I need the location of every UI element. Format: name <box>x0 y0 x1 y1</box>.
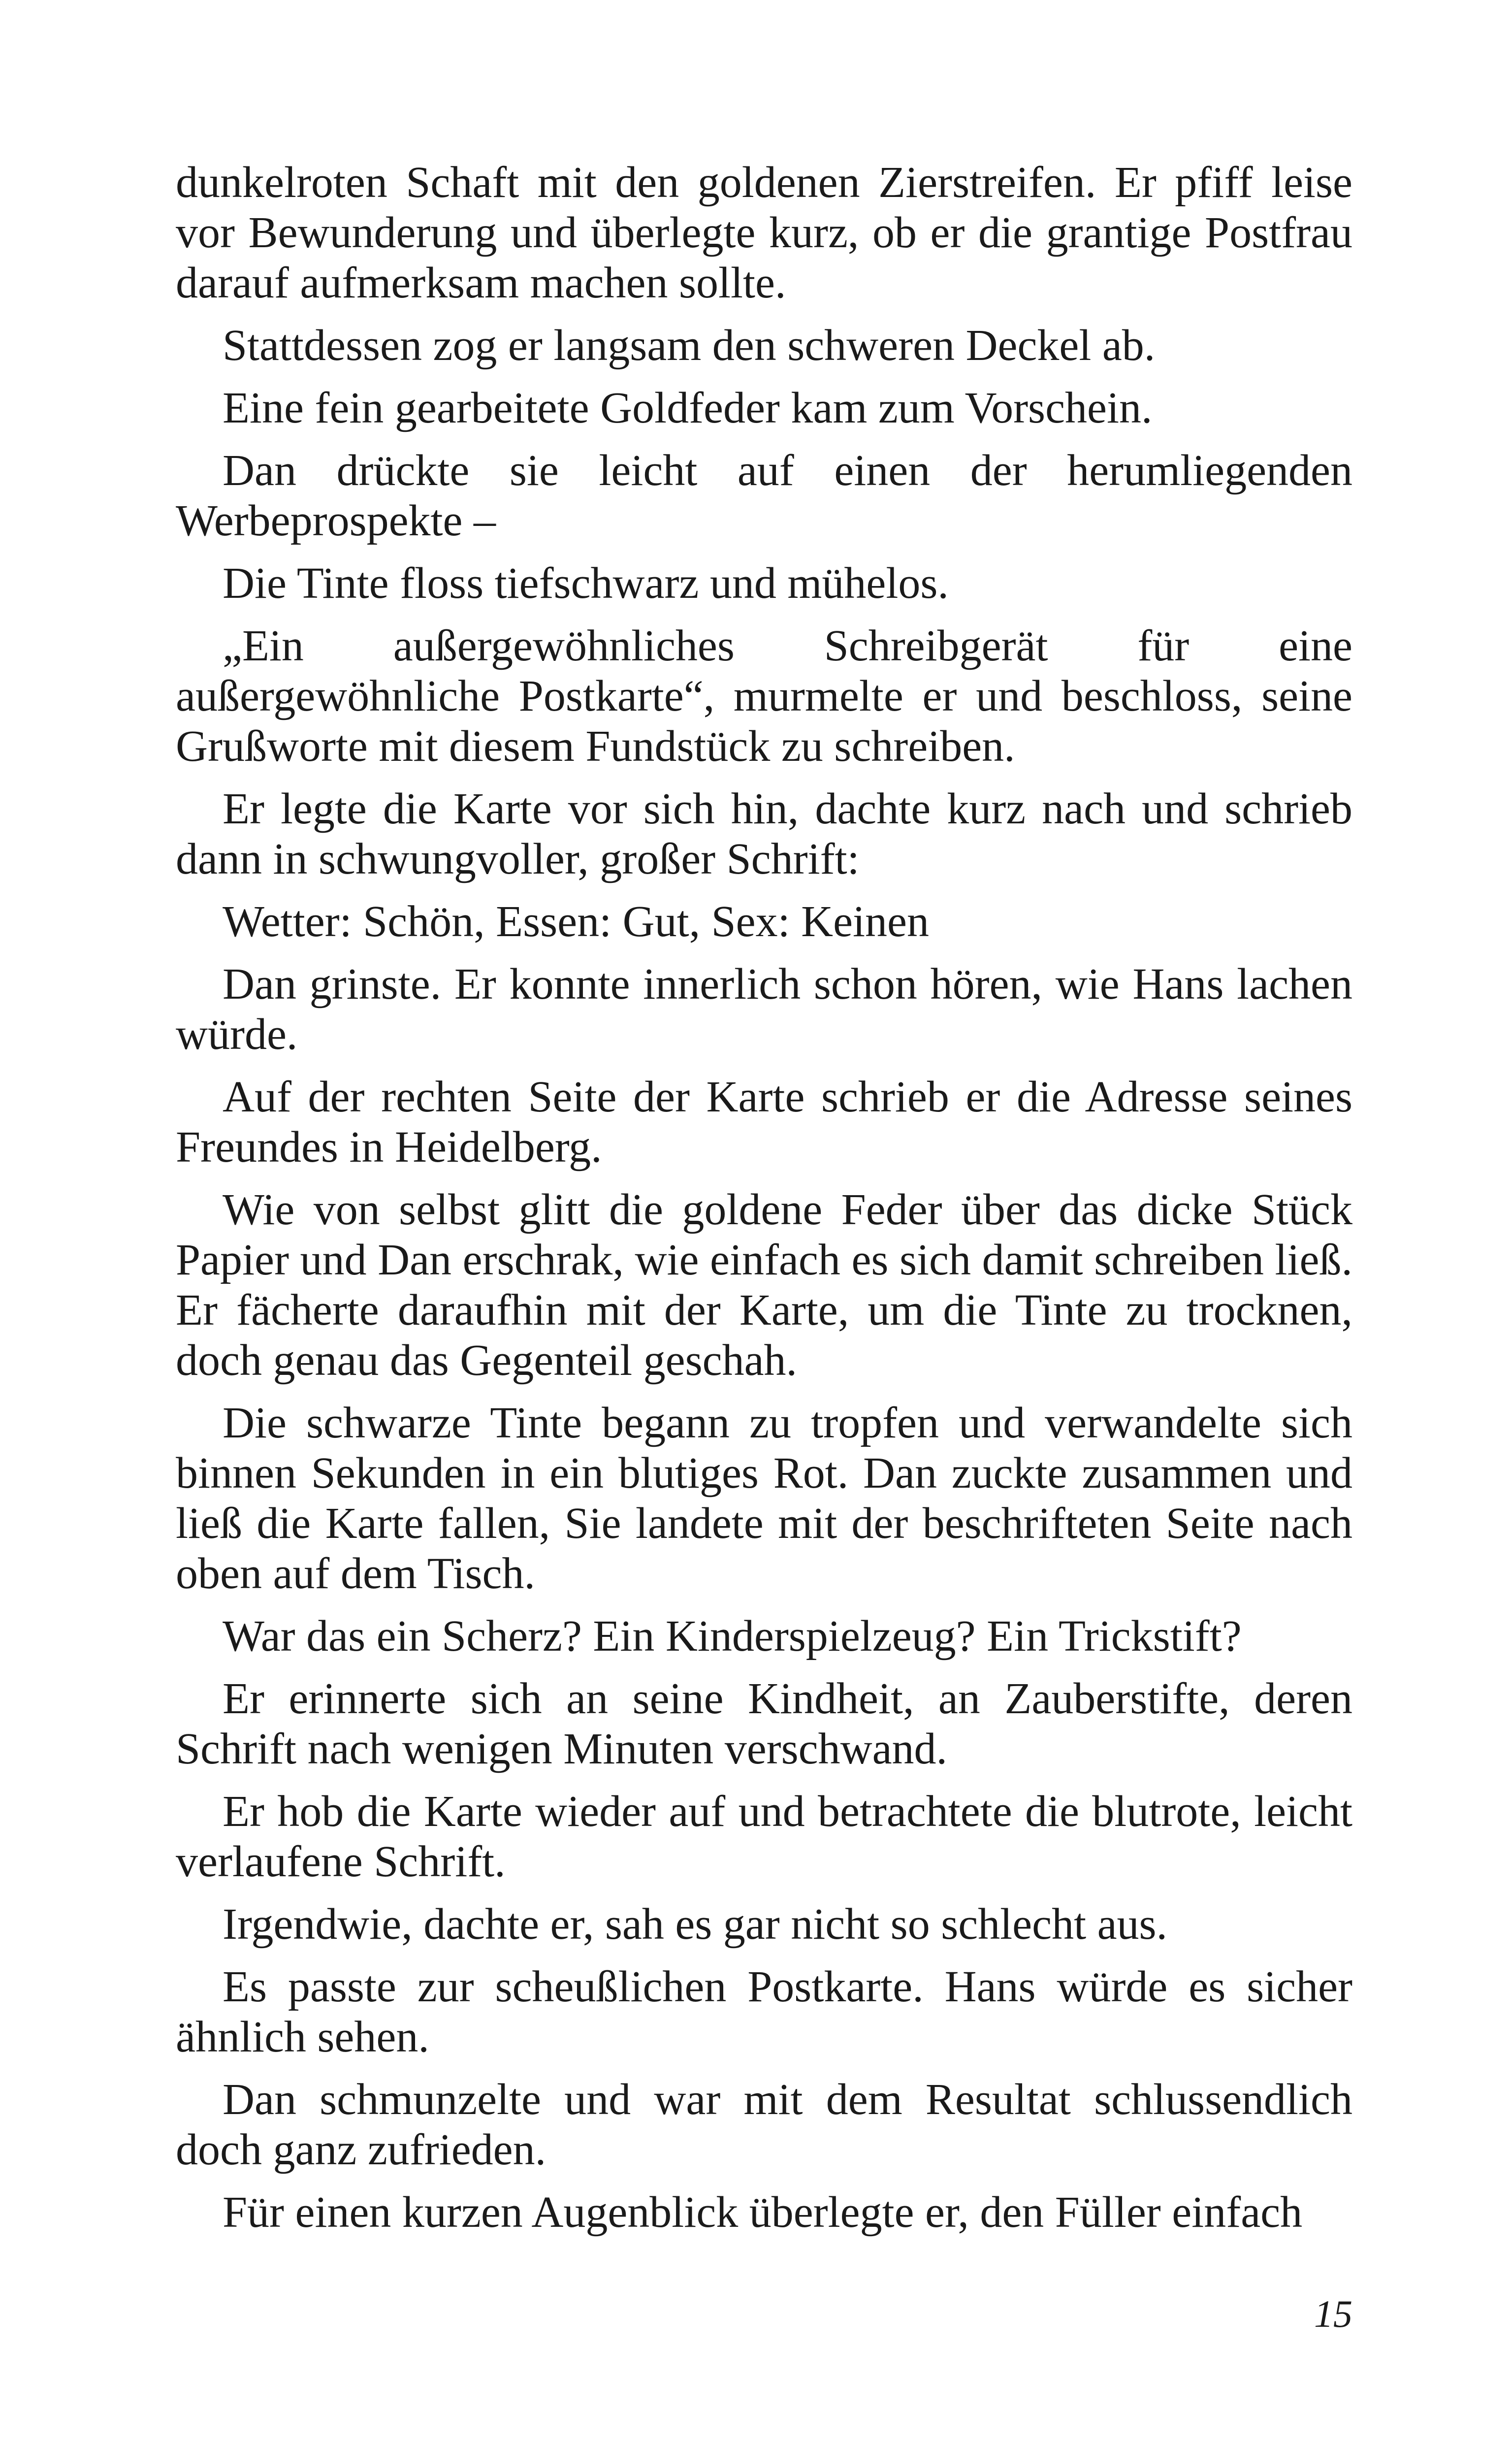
paragraph: Er legte die Karte vor sich hin, dachte kurz nach und schrieb dann in schwungvoller, großer Schrift: <box>176 784 1352 883</box>
paragraph: Dan drückte sie leicht auf einen der herumliegenden Werbeprospekte – <box>176 446 1352 545</box>
body-text <box>176 158 1352 2250</box>
paragraph: Wie von selbst glitt die goldene Feder über das dicke Stück Papier und Dan erschrak, wie einfach es sich damit schreiben ließ. Er fächerte daraufhin mit der Karte, um die Tinte zu trocknen, doch genau das Gegenteil geschah. <box>176 1185 1352 1385</box>
paragraph: Er erinnerte sich an seine Kindheit, an Zauberstifte, deren Schrift nach wenigen Minuten verschwand. <box>176 1674 1352 1773</box>
page-number: 15 <box>1314 2292 1352 2335</box>
paragraph: Er hob die Karte wieder auf und betrachtete die blutrote, leicht verlaufene Schrift. <box>176 1787 1352 1886</box>
paragraph: Irgendwie, dachte er, sah es gar nicht so schlecht aus. <box>223 1900 1168 1949</box>
paragraph: dunkelroten Schaft mit den goldenen Zierstreifen. Er pfiff leise vor Bewunderung und überlegte kurz, ob er die grantige Postfrau darauf aufmerksam machen sollte. <box>176 158 1352 307</box>
paragraph: Dan grinste. Er konnte innerlich schon hören, wie Hans lachen würde. <box>176 960 1352 1059</box>
paragraph: Für einen kurzen Augenblick überlegte er, den Füller einfach <box>223 2188 1303 2237</box>
paragraph: War das ein Scherz? Ein Kinderspielzeug? Ein Trickstift? <box>223 1612 1242 1661</box>
paragraph: Eine fein gearbeitete Goldfeder kam zum Vorschein. <box>223 384 1153 432</box>
paragraph: Auf der rechten Seite der Karte schrieb er die Adresse seines Freundes in Heidelberg. <box>176 1073 1352 1172</box>
paragraph: Stattdessen zog er langsam den schweren Deckel ab. <box>223 321 1156 370</box>
paragraph: „Ein außergewöhnliches Schreibgerät für eine außergewöhnliche Postkarte“, murmelte er und beschloss, seine Grußworte mit diesem Fundstück zu schreiben. <box>176 621 1352 771</box>
paragraph: Es passte zur scheußlichen Postkarte. Hans würde es sicher ähnlich sehen. <box>176 1962 1352 2061</box>
paragraph: Die schwarze Tinte begann zu tropfen und verwandelte sich binnen Sekunden in ein blutiges Rot. Dan zuckte zusammen und ließ die Karte fallen, Sie landete mit der beschrifteten Seite nach oben auf dem Tisch. <box>176 1399 1352 1598</box>
paragraph: Die Tinte floss tiefschwarz und mühelos. <box>223 559 949 608</box>
paragraph: Wetter: Schön, Essen: Gut, Sex: Keinen <box>223 897 929 946</box>
paragraph: Dan schmunzelte und war mit dem Resultat schlussendlich doch ganz zufrieden. <box>176 2075 1352 2174</box>
